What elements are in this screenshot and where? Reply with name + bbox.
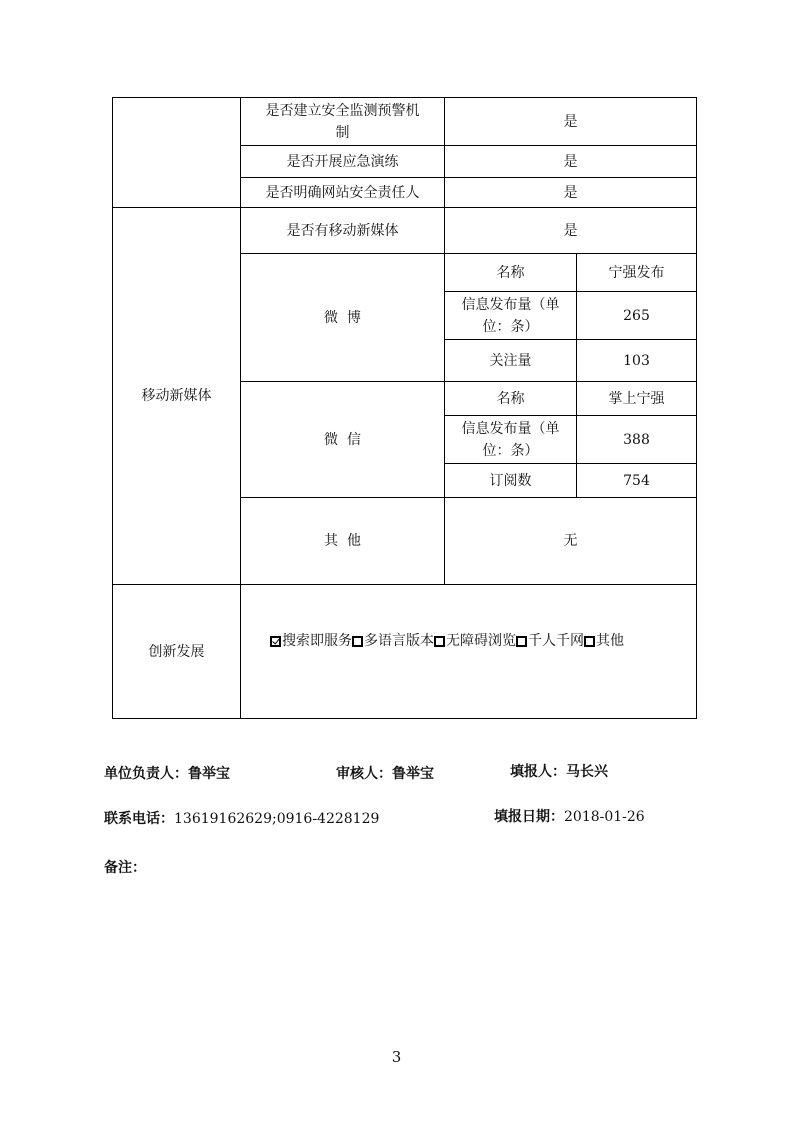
drill-value: 是 (563, 153, 578, 170)
fill-date-label: 填报日期： (494, 809, 564, 825)
other-media-label: 其 他 (324, 533, 361, 549)
filler (510, 761, 608, 781)
wechat-subs-value: 754 (623, 472, 650, 489)
fill-date (494, 806, 645, 826)
table-border-bottom (112, 718, 696, 719)
weibo-followers-label: 关注量 (489, 352, 532, 369)
filler-label: 填报人： (510, 764, 566, 780)
weibo-name-value: 宁强发布 (608, 264, 665, 281)
table-border-right (696, 97, 697, 719)
option-label: 千人千网 (528, 633, 584, 649)
page-number: 3 (391, 1048, 402, 1066)
reviewer-value: 鲁举宝 (392, 766, 434, 782)
checkbox-personalized[interactable] (516, 636, 527, 647)
option-label: 无障碍浏览 (446, 633, 516, 649)
weibo-followers-value: 103 (623, 352, 650, 369)
option-label: 搜索即服务 (282, 633, 352, 649)
wechat-label: 微 信 (324, 431, 361, 448)
reviewer-label: 审核人： (336, 766, 392, 782)
phone-value: 13619162629;0916-4228129 (174, 811, 380, 827)
option-label: 其他 (596, 633, 624, 649)
unit-head-label: 单位负责人： (104, 766, 188, 782)
wechat-name-value: 掌上宁强 (608, 390, 665, 407)
checkbox-multilingual[interactable] (352, 636, 363, 647)
filler-value: 马长兴 (566, 764, 608, 780)
option-label: 多语言版本 (364, 633, 434, 649)
new-media-section-label: 移动新媒体 (141, 388, 212, 404)
responsible-value: 是 (563, 184, 578, 201)
innovation-options (270, 630, 624, 652)
responsible-label: 是否明确网站安全责任人 (265, 184, 420, 201)
weibo-label: 微 博 (324, 309, 361, 326)
reviewer (336, 763, 434, 783)
monitoring-value: 是 (563, 113, 578, 130)
checkbox-other[interactable] (584, 636, 595, 647)
drill-label: 是否开展应急演练 (286, 153, 399, 170)
other-media-value: 无 (563, 533, 578, 549)
innovation-label: 创新发展 (148, 643, 205, 660)
weibo-name-label: 名称 (496, 264, 525, 281)
wechat-name-label: 名称 (496, 390, 525, 407)
wechat-posts-value: 388 (623, 431, 650, 448)
phone (104, 808, 379, 828)
monitoring-label: 是否建立安全监测预警机制 (265, 102, 420, 141)
wechat-posts-label: 信息发布量（单位：条） (461, 420, 560, 459)
checkbox-search-service[interactable] (270, 636, 281, 647)
weibo-posts-value: 265 (623, 307, 650, 324)
has-new-media-value: 是 (563, 222, 578, 239)
phone-label: 联系电话： (104, 811, 174, 827)
unit-head (104, 763, 230, 783)
wechat-subs-label: 订阅数 (489, 472, 532, 489)
unit-head-value: 鲁举宝 (188, 766, 230, 782)
fill-date-value: 2018-01-26 (564, 809, 645, 825)
weibo-posts-label: 信息发布量（单位：条） (461, 296, 560, 335)
checkbox-accessibility[interactable] (434, 636, 445, 647)
has-new-media-label: 是否有移动新媒体 (286, 222, 399, 239)
remarks-label: 备注： (104, 860, 146, 876)
